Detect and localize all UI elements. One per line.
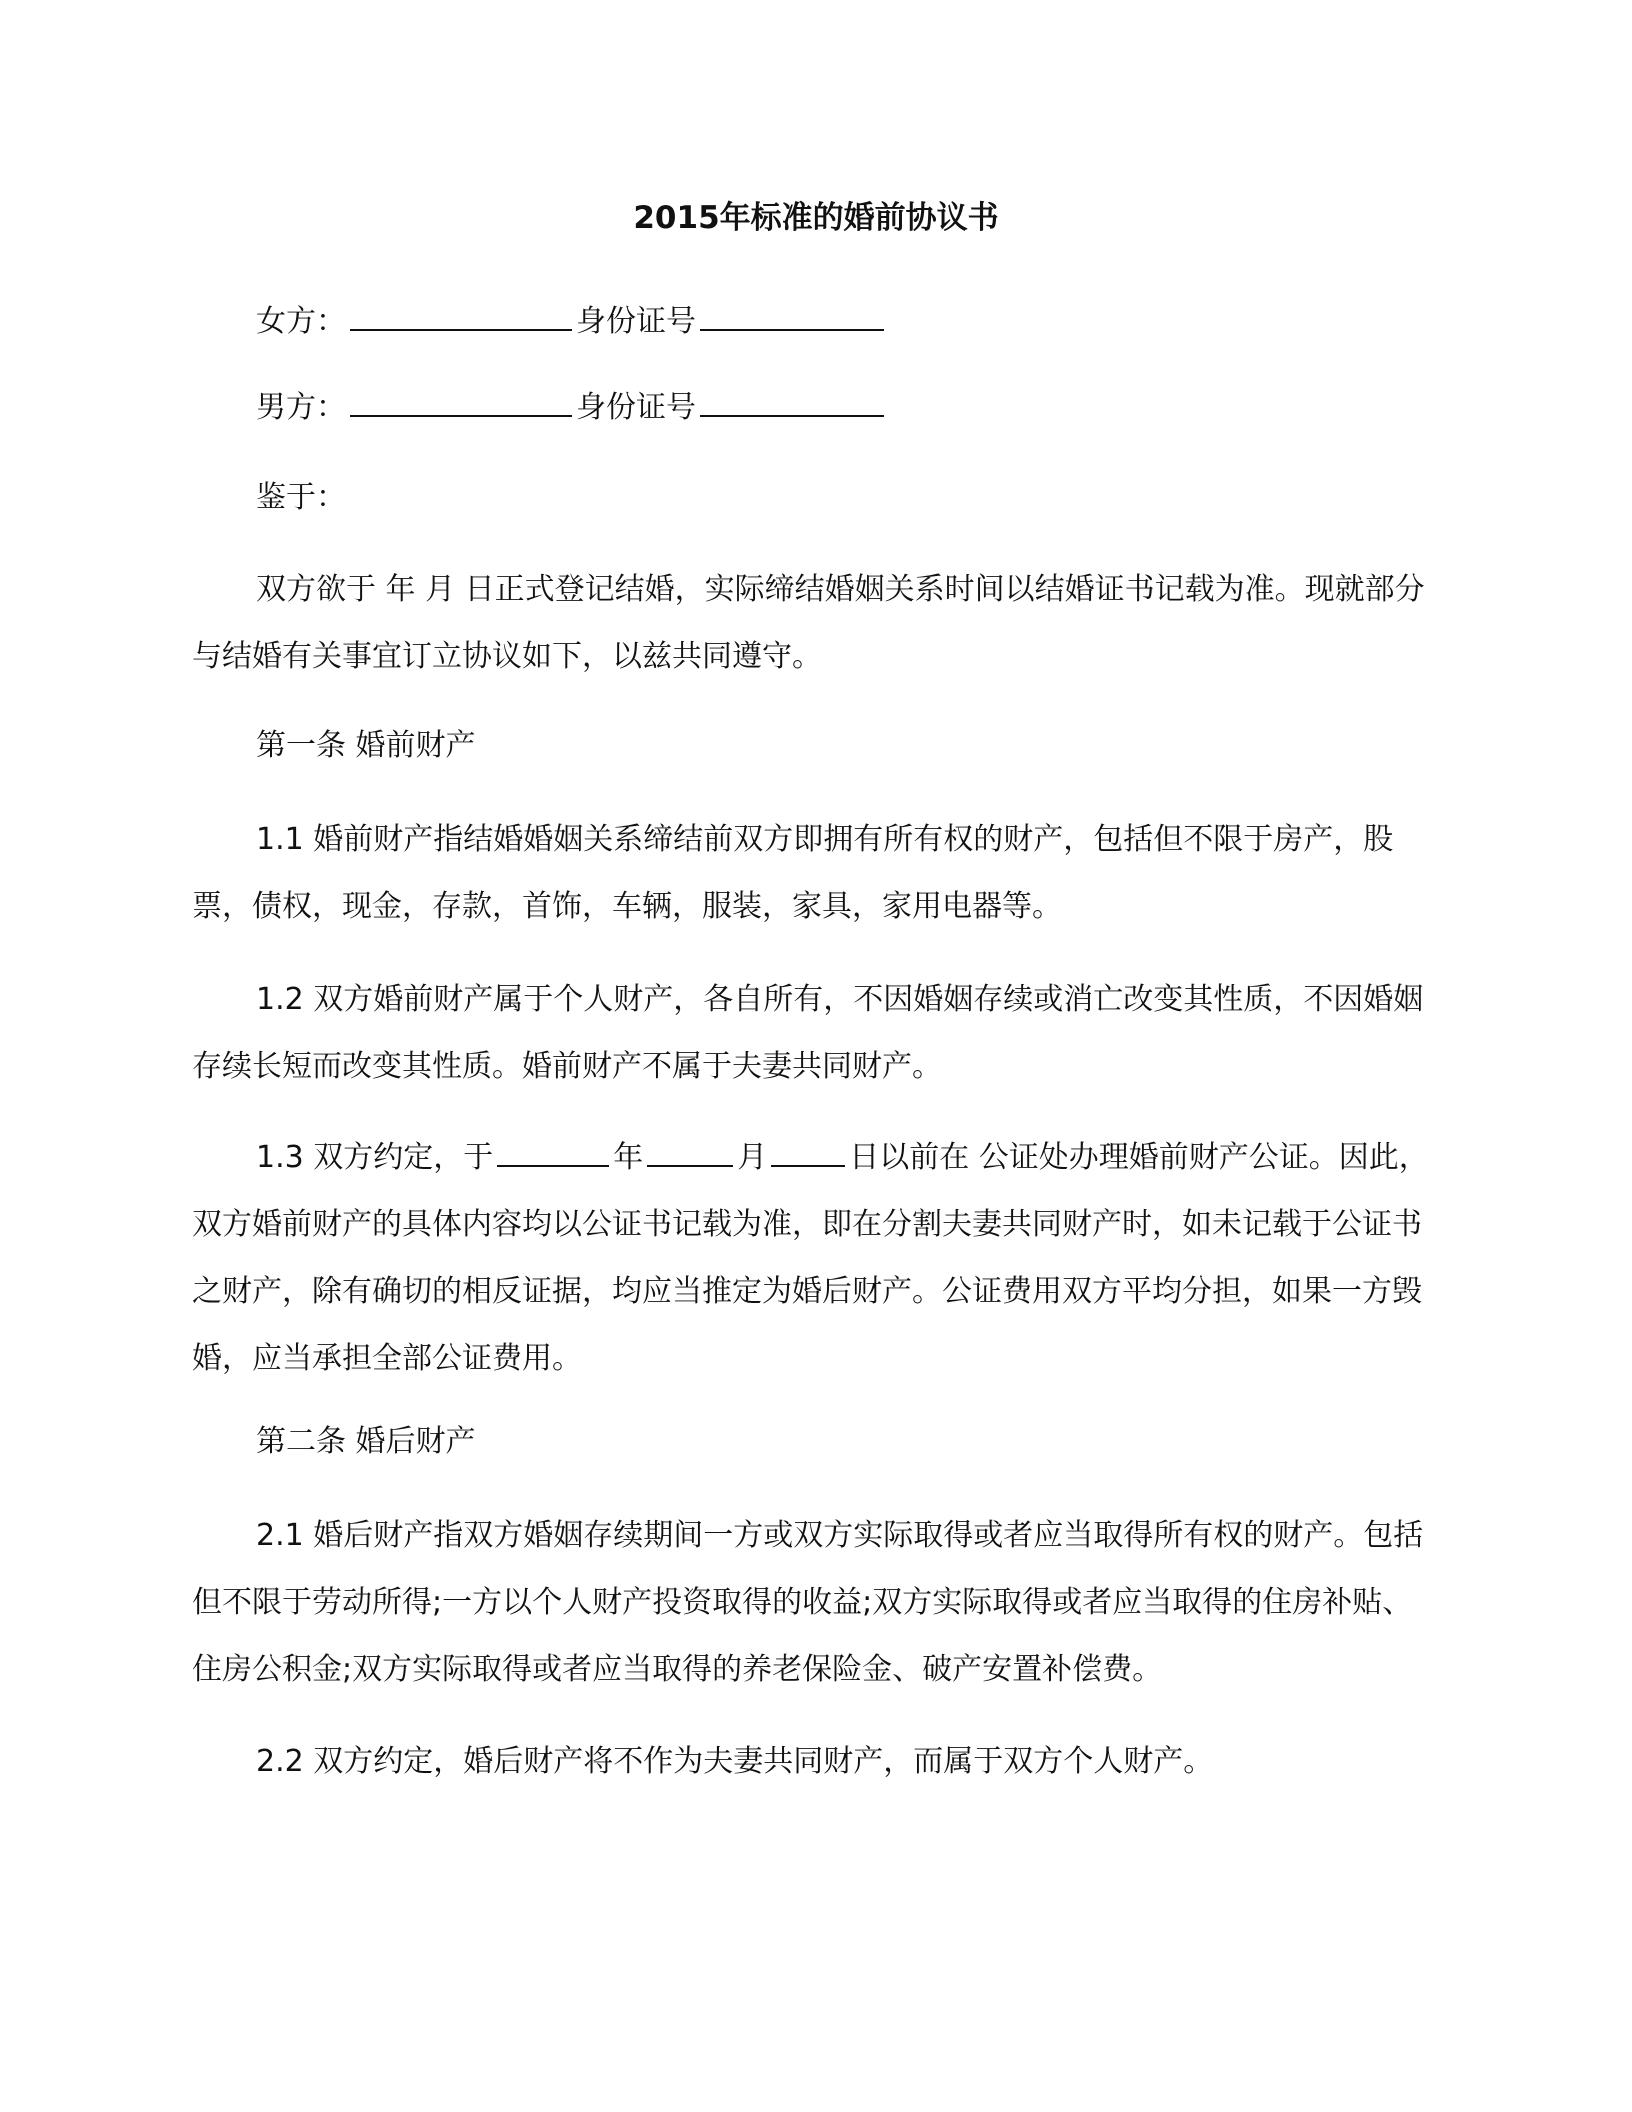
article-2-title: 第二条 婚后财产	[256, 1424, 476, 1459]
female-name-blank	[350, 299, 572, 331]
clause-1-3-month: 月	[737, 1140, 768, 1175]
whereas-line: 鉴于：	[256, 480, 346, 515]
male-label: 男方：	[256, 390, 346, 425]
clause-1-3-year: 年	[613, 1140, 644, 1175]
clause-1-3	[192, 1124, 1442, 1392]
male-party-line	[256, 382, 888, 434]
month-blank	[647, 1135, 733, 1167]
female-party-line	[256, 296, 888, 348]
female-id-blank	[700, 299, 884, 331]
year-blank	[497, 1135, 609, 1167]
clause-1-2: 1.2 双方婚前财产属于个人财产，各自所有，不因婚姻存续或消亡改变其性质，不因婚姻存续长短而改变其性质。婚前财产不属于夫妻共同财产。	[192, 982, 1424, 1084]
female-id-label: 身份证号	[576, 304, 696, 339]
female-label: 女方：	[256, 304, 346, 339]
clause-1-3-rest: 日以前在 公证处办理婚前财产公证。因此，双方婚前财产的具体内容均以公证书记载为准，即在分割夫妻共同财产时，如未记载于公证书之财产，除有确切的相反证据，均应当推定为婚后财产。公证费用双方平均分担，如果一方毁婚，应当承担全部公证费用。	[192, 1140, 1429, 1376]
clause-1-3-lead: 1.3 双方约定，于	[256, 1140, 494, 1175]
clause-2-2: 2.2 双方约定，婚后财产将不作为夫妻共同财产，而属于双方个人财产。	[256, 1744, 1214, 1779]
male-name-blank	[350, 385, 572, 417]
document-title: 2015年标准的婚前协议书	[633, 200, 999, 236]
article-1-title: 第一条 婚前财产	[256, 728, 476, 763]
male-id-label: 身份证号	[576, 390, 696, 425]
day-blank	[771, 1135, 845, 1167]
clause-1-1: 1.1 婚前财产指结婚婚姻关系缔结前双方即拥有所有权的财产，包括但不限于房产，股票，债权，现金，存款，首饰，车辆，服装，家具，家用电器等。	[192, 822, 1394, 924]
clause-2-1: 2.1 婚后财产指双方婚姻存续期间一方或双方实际取得或者应当取得所有权的财产。包括但不限于劳动所得;一方以个人财产投资取得的收益;双方实际取得或者应当取得的住房补贴、住房公积金;双方实际取得或者应当取得的养老保险金、破产安置补偿费。	[192, 1518, 1424, 1687]
male-id-blank	[700, 385, 884, 417]
intro-paragraph: 双方欲于 年 月 日正式登记结婚，实际缔结婚姻关系时间以结婚证书记载为准。现就部分与结婚有关事宜订立协议如下，以兹共同遵守。	[192, 572, 1425, 674]
